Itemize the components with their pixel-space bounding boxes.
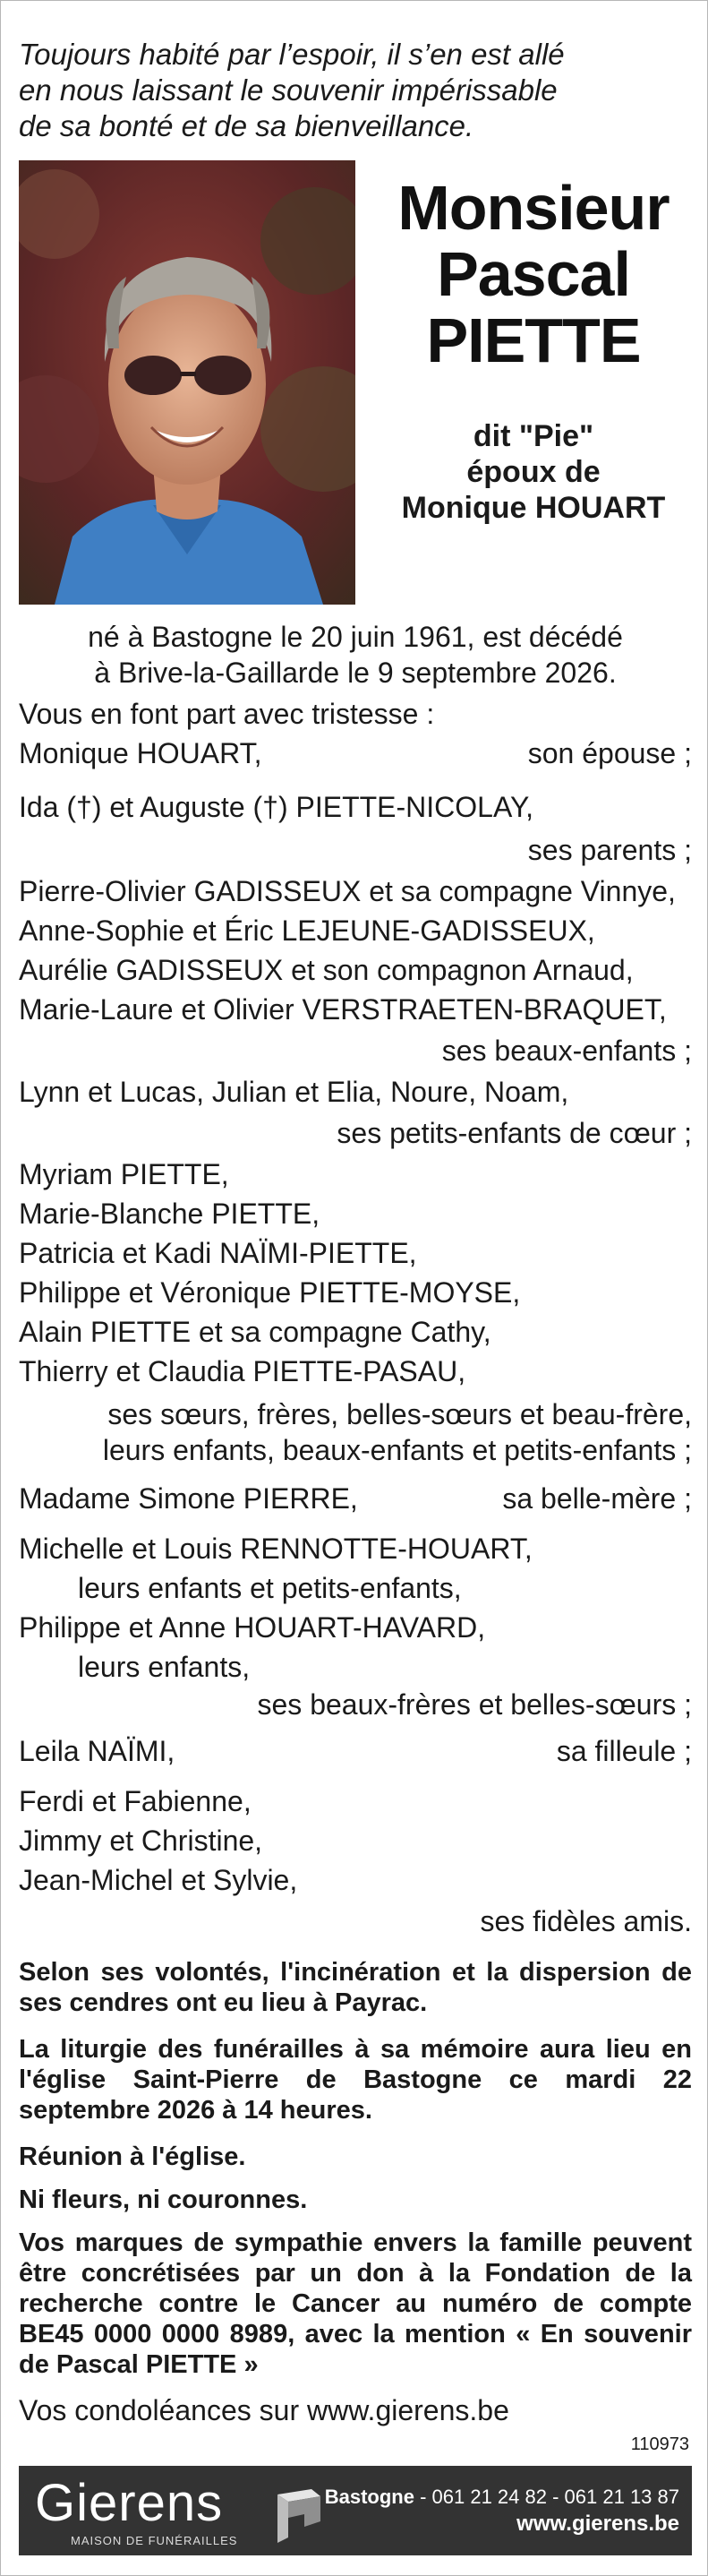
family-name: Jean-Michel et Sylvie, [19,1864,298,1896]
spouse-name: Monique HOUART [401,491,666,525]
deceased-nickname: dit "Pie" [473,419,594,453]
announcement: Vous en font part avec tristesse : [19,698,435,730]
funeral-home-footer [19,2466,692,2555]
family-role: sa belle-mère ; [502,1482,692,1515]
footer-website-link[interactable]: www.gierens.be [516,2512,679,2536]
deceased-first-name: Pascal [437,239,630,309]
family-name: Monique HOUART, [19,737,262,769]
footer-phone-line [325,2484,679,2511]
notice-liturgy: La liturgie des funérailles à sa mémoire aura lieu en l'église Saint-Pierre de Bastogne ce mardi 22 septembre 2026 à 14 heures. [19,2035,692,2125]
family-name: Leila NAÏMI, [19,1735,175,1767]
quote-line: de sa bonté et de sa bienveillance. [19,109,474,142]
family-name: Lynn et Lucas, Julian et Elia, Noure, Noam, [19,1076,569,1108]
family-name: Madame Simone PIERRE, [19,1482,358,1515]
quote-line: en nous laissant le souvenir impérissable [19,73,558,107]
family-role: son épouse ; [527,737,692,769]
family-name: Michelle et Louis RENNOTTE-HOUART, [19,1533,533,1565]
family-name: Myriam PIETTE, [19,1158,229,1190]
family-name: leurs enfants et petits-enfants, [78,1572,462,1604]
quote-line: Toujours habité par l’espoir, il s’en est allé [19,38,565,71]
spouse-prefix: époux de [466,455,601,489]
notice-gathering: Réunion à l'église. [19,2142,246,2171]
logo-mark-icon [272,2487,326,2545]
footer-phones: - 061 21 24 82 - 061 21 13 87 [414,2486,679,2508]
family-name: Alain PIETTE et sa compagne Cathy, [19,1316,491,1348]
family-mother-in-law [19,1481,692,1516]
family-name: Marie-Laure et Olivier VERSTRAETEN-BRAQUET, [19,993,667,1026]
deceased-last-name: PIETTE [426,305,641,375]
family-name: Ida (†) et Auguste (†) PIETTE-NICOLAY, [19,791,534,823]
family-name: Ferdi et Fabienne, [19,1785,252,1817]
family-name: Anne-Sophie et Éric LEJEUNE-GADISSEUX, [19,914,595,947]
family-name: Patricia et Kadi NAÏMI-PIETTE, [19,1237,417,1269]
family-spouse [19,735,692,771]
footer-contact [325,2484,679,2537]
family-role: ses beaux-frères et belles-sœurs ; [257,1688,692,1721]
notice-cremation: Selon ses volontés, l'incinération et la dispersion de ses cendres ont eu lieu à Payrac. [19,1958,692,2017]
family-name: Marie-Blanche PIETTE, [19,1198,320,1230]
family-name: Philippe et Anne HOUART-HAVARD, [19,1611,486,1644]
birth-line: né à Bastogne le 20 juin 1961, est décédé [88,621,623,653]
family-name: Thierry et Claudia PIETTE-PASAU, [19,1355,466,1387]
family-role: ses sœurs, frères, belles-sœurs et beau-frère, [107,1398,692,1430]
death-line: à Brive-la-Gaillarde le 9 septembre 2026. [94,657,617,689]
family-role: ses parents ; [527,834,692,866]
family-role: ses beaux-enfants ; [441,1035,692,1067]
gierens-logo [35,2475,294,2546]
family-role: ses petits-enfants de cœur ; [337,1117,692,1149]
reference-number: 110973 [630,2434,689,2454]
notice-no-flowers: Ni fleurs, ni couronnes. [19,2185,308,2214]
family-goddaughter [19,1733,692,1769]
logo-subtitle: MAISON DE FUNÉRAILLES [71,2534,238,2547]
family-name: leurs enfants, [78,1651,251,1683]
family-name: Aurélie GADISSEUX et son compagnon Arnaud, [19,954,634,986]
obituary-body [19,1,692,2576]
family-name: Philippe et Véronique PIETTE-MOYSE, [19,1276,521,1309]
condolences-line: Vos condoléances sur www.gierens.be [19,2394,509,2426]
footer-city: Bastogne [324,2486,414,2508]
logo-brand: Gierens [35,2474,224,2532]
family-role: ses fidèles amis. [480,1905,692,1937]
notice-donation: Vos marques de sympathie envers la famille peuvent être concrétisées par un don à la Fondation de la recherche contre le Cancer au numéro de compte BE45 0000 0000 8989, avec la mention « En souvenir de Pascal PIETTE » [19,2228,692,2379]
family-name: Jimmy et Christine, [19,1825,263,1857]
family-name: Pierre-Olivier GADISSEUX et sa compagne Vinnye, [19,875,676,907]
family-role: leurs enfants, beaux-enfants et petits-enfants ; [102,1434,692,1466]
family-role: sa filleule ; [556,1735,692,1767]
deceased-civility: Monsieur [397,173,670,243]
